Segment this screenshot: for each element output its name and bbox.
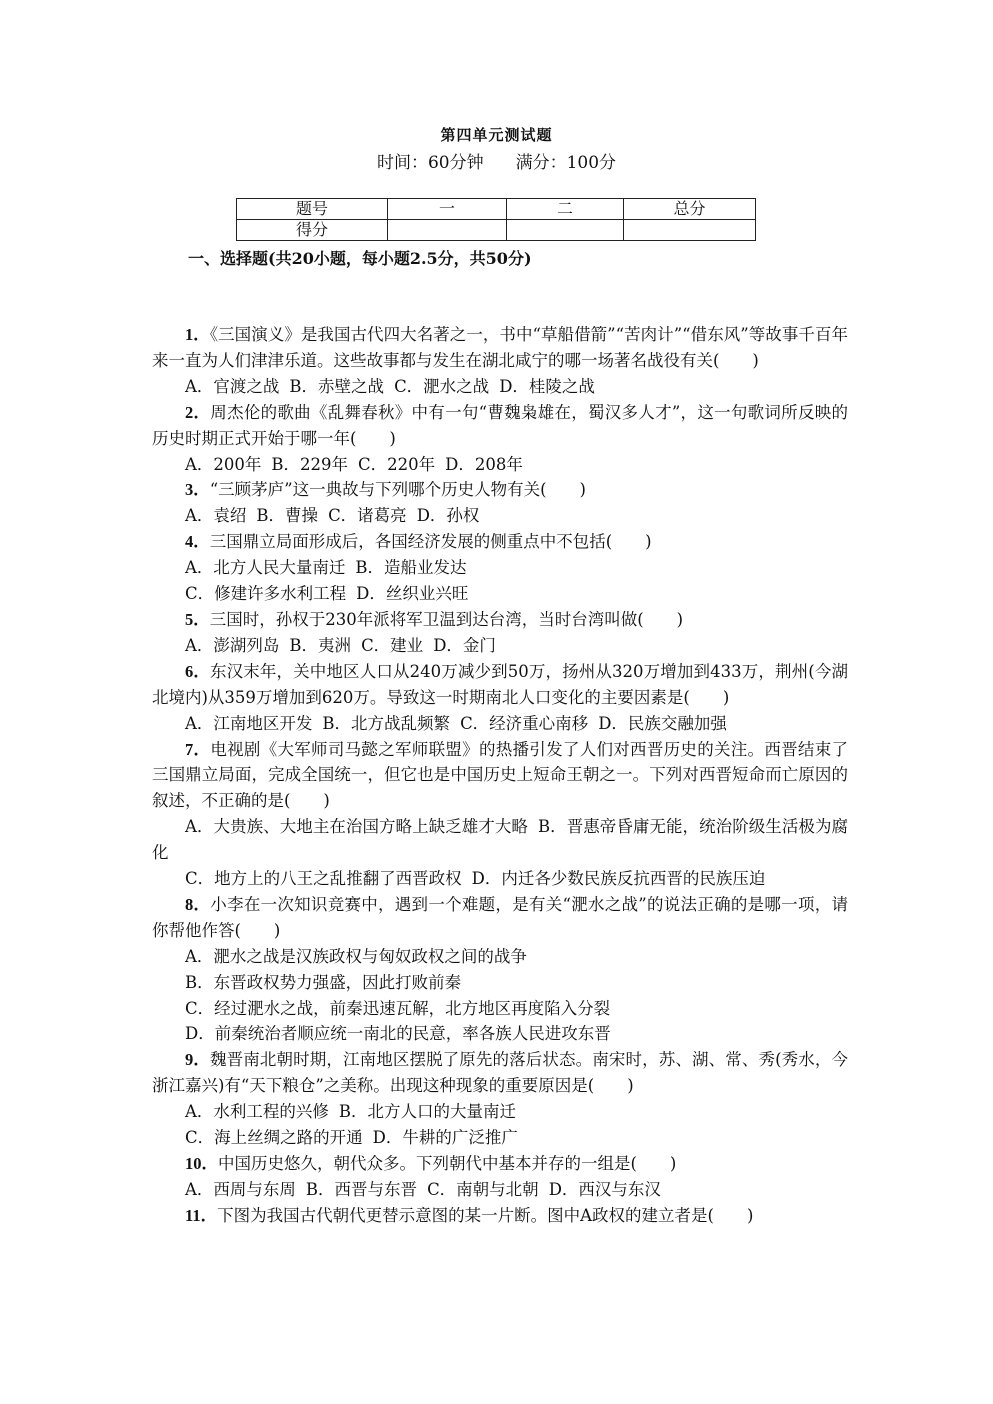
option-a: A．官渡之战 — [185, 376, 280, 396]
option-a: A．水利工程的兴修 — [185, 1102, 329, 1122]
section-title: 一、选择题(共20小题，每小题2.5分，共50分) — [188, 249, 532, 268]
option-c: C．220年 — [358, 454, 436, 474]
question-9 — [152, 1047, 848, 1099]
option-c: C．诸葛亮 — [328, 506, 407, 526]
question-stem: 中国历史悠久，朝代众多。下列朝代中基本并存的一组是( ) — [218, 1154, 677, 1173]
question-stem: 魏晋南北朝时期，江南地区摆脱了原先的落后状态。南宋时，苏、湖、常、秀(秀水，今浙江嘉兴)有“天下粮仓”之美称。出现这种现象的重要原因是( ) — [152, 1050, 849, 1096]
option-d: D．内迁各少数民族反抗西晋的民族压迫 — [471, 869, 766, 889]
option-a: A．西周与东周 — [185, 1179, 296, 1199]
question-stem: 电视剧《大军师司马懿之军师联盟》的热播引发了人们对西晋历史的关注。西晋结束了三国鼎立局面，完成全国统一，但它也是中国历史上短命王朝之一。下列对西晋短命而亡原因的叙述，不正确的是( ) — [152, 739, 849, 811]
question-9-options-row2 — [152, 1125, 848, 1151]
option-b: B．西晋与东晋 — [305, 1179, 418, 1199]
table-cell: 得分 — [237, 220, 388, 241]
option-b: B．曹操 — [256, 506, 319, 526]
question-number: 8． — [185, 894, 211, 914]
question-2-options — [152, 452, 848, 478]
question-number: 5． — [185, 609, 210, 629]
table-cell: 总分 — [624, 199, 756, 220]
question-number: 6． — [185, 661, 211, 681]
page-title: 第四单元测试题 — [440, 126, 553, 144]
table-cell: 二 — [507, 199, 624, 220]
question-10 — [152, 1151, 848, 1177]
question-number: 7． — [185, 739, 211, 759]
option-b: B．北方战乱频繁 — [322, 713, 451, 733]
question-1 — [152, 322, 848, 374]
question-stem: 《三国演义》是我国古代四大名著之一，书中“草船借箭”“苦肉计”“借东风”等故事千百年来一直为人们津津乐道。这些故事都与发生在湖北咸宁的哪一场著名战役有关( ) — [152, 325, 848, 370]
score-table — [236, 198, 756, 241]
question-5 — [152, 607, 848, 633]
question-stem: 三国鼎立局面形成后，各国经济发展的侧重点中不包括( ) — [209, 532, 652, 552]
question-8 — [152, 892, 848, 944]
question-number: 4． — [185, 532, 210, 552]
question-4 — [152, 529, 848, 555]
option-b: B．造船业发达 — [355, 558, 467, 578]
question-7-options-row2 — [152, 866, 848, 892]
time-label: 时间：60分钟 — [376, 153, 484, 173]
option-b: B．晋惠帝昏庸无能，统治阶级生活极为腐化 — [152, 817, 848, 863]
question-5-options — [152, 633, 848, 659]
question-stem: 下图为我国古代朝代更替示意图的某一片断。图中A政权的建立者是( ) — [217, 1205, 754, 1225]
question-6 — [152, 659, 848, 711]
question-1-options — [152, 374, 848, 400]
question-10-options — [152, 1177, 848, 1203]
option-c: C．建业 — [361, 635, 424, 655]
option-d: D．民族交融加强 — [598, 713, 727, 733]
option-d: D．208年 — [445, 454, 523, 474]
question-stem: 周杰伦的歌曲《乱舞春秋》中有一句“曹魏枭雄在，蜀汉多人才”，这一句歌词所反映的历史时期正式开始于哪一年( ) — [152, 402, 848, 448]
question-list — [152, 322, 848, 1229]
question-4-options-row2 — [152, 581, 848, 607]
question-number: 2． — [185, 402, 211, 422]
question-6-options — [152, 711, 848, 737]
option-d: D．桂陵之战 — [499, 376, 595, 396]
option-b: B．229年 — [271, 454, 349, 474]
option-d: D．西汉与东汉 — [548, 1179, 661, 1199]
question-stem: 三国时，孙权于230年派将军卫温到达台湾，当时台湾叫做( ) — [209, 609, 684, 629]
question-stem: 小李在一次知识竞赛中，遇到一个难题，是有关“淝水之战”的说法正确的是哪一项，请你帮他作答( ) — [152, 894, 848, 940]
option-c: C．经济重心南移 — [460, 713, 589, 733]
option-c: C．淝水之战 — [394, 376, 490, 396]
question-7 — [152, 737, 848, 815]
question-stem: “三顾茅庐”这一典故与下列哪个历史人物有关( ) — [209, 480, 586, 500]
question-number: 3． — [185, 480, 210, 500]
option-d: D．丝织业兴旺 — [356, 584, 469, 604]
option-c: C．南朝与北朝 — [427, 1179, 539, 1199]
option-a: A．200年 — [185, 454, 262, 474]
question-4-options-row1 — [152, 555, 848, 581]
question-stem: 东汉末年，关中地区人口从240万减少到50万，扬州从320万增加到433万，荆州(今湖北境内)从359万增加到620万。导致这一时期南北人口变化的主要因素是( ) — [152, 661, 848, 707]
option-a: A．袁绍 — [185, 506, 247, 526]
option-b: B．赤壁之战 — [289, 376, 385, 396]
option-c: C．修建许多水利工程 — [185, 584, 347, 604]
full-score-label: 满分：100分 — [515, 153, 617, 173]
question-7-options-row1 — [152, 814, 848, 866]
option-d: D．牛耕的广泛推广 — [372, 1128, 518, 1148]
table-cell — [388, 220, 507, 241]
table-cell — [624, 220, 756, 241]
question-2 — [152, 400, 848, 452]
question-3-options — [152, 503, 848, 529]
option-b: B．东晋政权势力强盛，因此打败前秦 — [185, 972, 462, 992]
option-a: A．江南地区开发 — [185, 713, 313, 733]
option-b: B．夷洲 — [289, 635, 352, 655]
question-11 — [152, 1203, 848, 1229]
table-cell — [507, 220, 624, 241]
option-c: C．地方上的八王之乱推翻了西晋政权 — [185, 869, 462, 889]
question-number: 9． — [185, 1050, 210, 1070]
table-cell: 题号 — [237, 199, 388, 220]
question-number: 11． — [185, 1205, 218, 1225]
option-a: A．淝水之战是汉族政权与匈奴政权之间的战争 — [185, 946, 527, 966]
question-number: 1． — [185, 325, 210, 344]
question-3 — [152, 477, 848, 503]
table-cell: 一 — [388, 199, 507, 220]
option-c: C．经过淝水之战，前秦迅速瓦解，北方地区再度陷入分裂 — [185, 998, 611, 1018]
option-a: A．澎湖列岛 — [185, 635, 280, 655]
question-number: 10． — [185, 1154, 218, 1173]
option-a: A．大贵族、大地主在治国方略上缺乏雄才大略 — [185, 817, 528, 837]
question-9-options-row1 — [152, 1099, 848, 1125]
score-table-score-row — [237, 220, 756, 241]
option-a: A．北方人民大量南迁 — [185, 558, 346, 578]
option-d: D．金门 — [433, 635, 496, 655]
option-d: D．前秦统治者顺应统一南北的民意，率各族人民进攻东晋 — [185, 1024, 611, 1044]
option-b: B．北方人口的大量南迁 — [338, 1102, 517, 1122]
option-c: C．海上丝绸之路的开通 — [185, 1128, 363, 1148]
score-table-header-row — [237, 199, 756, 220]
exam-info — [0, 148, 993, 173]
option-d: D．孙权 — [416, 506, 480, 526]
